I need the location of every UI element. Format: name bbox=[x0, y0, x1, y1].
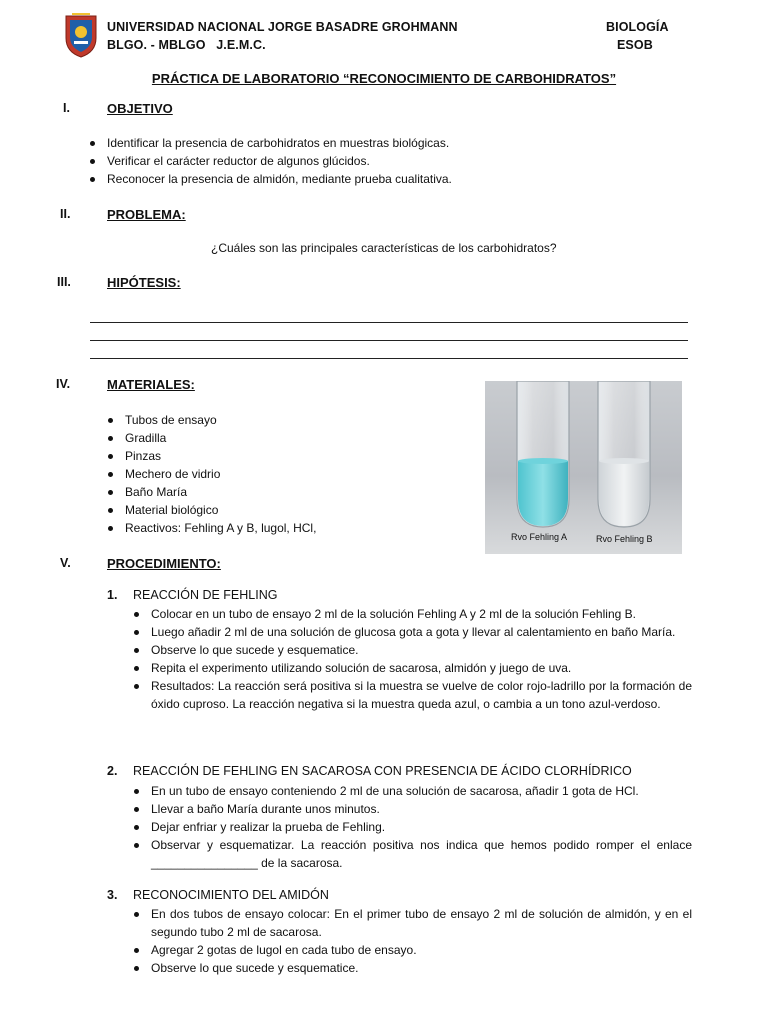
materiales-list bbox=[106, 411, 466, 537]
list-item: Resultados: La reacción será positiva si la muestra se vuelve de color rojo-ladrillo por la formación de óxido cuproso. La reacción negativa si la muestra queda azul, o cambia a un tono azul-verdoso. bbox=[132, 677, 692, 713]
header-subject: BIOLOGÍA bbox=[606, 20, 669, 34]
step-title-fehling-sacarosa: REACCIÓN DE FEHLING EN SACAROSA CON PRESENCIA DE ÁCIDO CLORHÍDRICO bbox=[133, 764, 632, 778]
photo-label-a: Rvo Fehling A bbox=[511, 532, 568, 542]
problem-question: ¿Cuáles son las principales características de los carbohidratos? bbox=[211, 241, 557, 255]
section-title-procedimiento: PROCEDIMIENTO: bbox=[107, 556, 221, 571]
test-tubes-image bbox=[485, 381, 682, 554]
step-number: 1. bbox=[107, 588, 118, 602]
list-item: Mechero de vidrio bbox=[106, 465, 466, 483]
section-number: III. bbox=[57, 275, 71, 289]
list-item: Material biológico bbox=[106, 501, 466, 519]
answer-line bbox=[90, 322, 688, 323]
step-number: 3. bbox=[107, 888, 118, 902]
photo-label-b: Rvo Fehling B bbox=[596, 534, 653, 544]
step-1-list bbox=[132, 605, 692, 713]
section-title-problema: PROBLEMA: bbox=[107, 207, 186, 222]
objetivo-list bbox=[88, 134, 688, 188]
list-item: Baño María bbox=[106, 483, 466, 501]
list-item: Reactivos: Fehling A y B, lugol, HCl, bbox=[106, 519, 466, 537]
section-title-objetivo: OBJETIVO bbox=[107, 101, 173, 116]
header-department: BLGO. - MBLGO J.E.M.C. bbox=[107, 38, 266, 52]
list-item: Colocar en un tubo de ensayo 2 ml de la solución Fehling A y 2 ml de la solución Fehling B. bbox=[132, 605, 692, 623]
header-school: ESOB bbox=[617, 38, 653, 52]
list-item: Repita el experimento utilizando solución de sacarosa, almidón y juego de uva. bbox=[132, 659, 692, 677]
list-item: En un tubo de ensayo conteniendo 2 ml de una solución de sacarosa, añadir 1 gota de HCl. bbox=[132, 782, 692, 800]
list-item: En dos tubos de ensayo colocar: En el primer tubo de ensayo 2 ml de solución de almidón, y en el segundo tubo 2 ml de sacarosa. bbox=[132, 905, 692, 941]
section-number: V. bbox=[60, 556, 71, 570]
section-title-materiales: MATERIALES: bbox=[107, 377, 195, 392]
fehling-photo bbox=[485, 381, 682, 554]
answer-line bbox=[90, 358, 688, 359]
university-logo bbox=[63, 12, 99, 58]
list-item: Pinzas bbox=[106, 447, 466, 465]
list-item: Tubos de ensayo bbox=[106, 411, 466, 429]
section-number: I. bbox=[63, 101, 70, 115]
list-item: Observar y esquematizar. La reacción positiva nos indica que hemos podido romper el enlace ________________ de la sacarosa. bbox=[132, 836, 692, 872]
list-item: Gradilla bbox=[106, 429, 466, 447]
list-item: Identificar la presencia de carbohidratos en muestras biológicas. bbox=[88, 134, 688, 152]
list-item: Luego añadir 2 ml de una solución de glucosa gota a gota y llevar al calentamiento en baño María. bbox=[132, 623, 692, 641]
list-item: Llevar a baño María durante unos minutos. bbox=[132, 800, 692, 818]
list-item: Observe lo que sucede y esquematice. bbox=[132, 641, 692, 659]
list-item: Observe lo que sucede y esquematice. bbox=[132, 959, 692, 977]
step-number: 2. bbox=[107, 764, 118, 778]
section-number: IV. bbox=[56, 377, 71, 391]
list-item: Dejar enfriar y realizar la prueba de Fehling. bbox=[132, 818, 692, 836]
step-title-fehling: REACCIÓN DE FEHLING bbox=[133, 588, 278, 602]
step-2-list bbox=[132, 782, 692, 872]
list-item: Reconocer la presencia de almidón, mediante prueba cualitativa. bbox=[88, 170, 688, 188]
shield-logo-icon bbox=[63, 12, 99, 58]
section-number: II. bbox=[60, 207, 71, 221]
document-title: PRÁCTICA DE LABORATORIO “RECONOCIMIENTO DE CARBOHIDRATOS” bbox=[151, 71, 617, 86]
list-item: Verificar el carácter reductor de algunos glúcidos. bbox=[88, 152, 688, 170]
step-title-amidon: RECONOCIMIENTO DEL AMIDÓN bbox=[133, 888, 329, 902]
list-item: Agregar 2 gotas de lugol en cada tubo de ensayo. bbox=[132, 941, 692, 959]
answer-line bbox=[90, 340, 688, 341]
step-3-list bbox=[132, 905, 692, 977]
section-title-hipotesis: HIPÓTESIS: bbox=[107, 275, 181, 290]
header-university: UNIVERSIDAD NACIONAL JORGE BASADRE GROHMANN bbox=[107, 20, 458, 34]
